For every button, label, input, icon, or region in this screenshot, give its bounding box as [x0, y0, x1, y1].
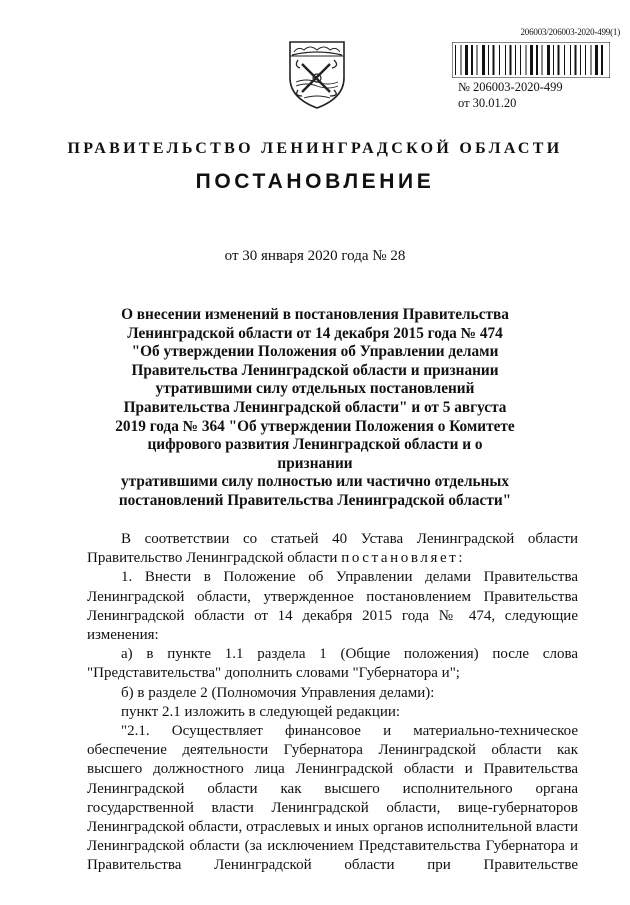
registration-number: № 206003-2020-499 — [458, 80, 563, 94]
paragraph-quote-2-1: "2.1. Осуществляет финансовое и материально-техническое обеспечение деятельности Губернатора Ленинградской области как высшего должностного лица Ленинградской области и Правительства Ленинградской области как высшего исполнительного органа государственной власти Ленинградской области, вице-губернаторов Ленинградской области, отраслевых и иных органов исполнительной власти Ленинградской области (за исключением Представительства Губернатора и Правительства Ленинградской области при Правительстве — [87, 723, 578, 874]
paragraph-item-a: а) в пункте 1.1 раздела 1 (Общие положения) после слова "Представительства" дополнить словами "Губернатора и"; — [87, 646, 578, 682]
title-line: Правительства Ленинградской области и признании — [131, 361, 499, 379]
preamble-resolves: постановляет: — [341, 550, 466, 567]
paragraph-item-b: б) в разделе 2 (Полномочия Управления делами): — [121, 684, 435, 701]
organization-name: ПРАВИТЕЛЬСТВО ЛЕНИНГРАДСКОЙ ОБЛАСТИ — [67, 140, 563, 157]
title-line: Правительства Ленинградской области" и от 5 августа — [123, 398, 507, 416]
title-line: 2019 года № 364 "Об утверждении Положения о Комитете — [115, 417, 515, 435]
document-body — [87, 530, 578, 876]
title-line: цифрового развития Ленинградской области и о признании — [147, 436, 483, 472]
title-line: постановлений Правительства Ленинградской области" — [118, 491, 512, 509]
barcode-icon — [452, 42, 610, 78]
preamble-government: Правительство Ленинградской области — [87, 550, 342, 567]
preamble-line-1: В соответствии со статьей 40 Устава Ленинградской области — [121, 531, 578, 547]
document-type: ПОСТАНОВЛЕНИЕ — [195, 170, 435, 193]
preamble-line-2 — [87, 549, 578, 568]
document-code: 206003/206003-2020-499(1) — [520, 27, 620, 37]
paragraph-item-b-sub: пункт 2.1 изложить в следующей редакции: — [121, 703, 401, 720]
title-line: Ленинградской области от 14 декабря 2015 года № 474 — [127, 324, 503, 342]
document-title — [115, 306, 515, 511]
leningrad-oblast-coat-of-arms-icon — [284, 38, 350, 110]
title-line: О внесении изменений в постановления Правительства — [121, 306, 509, 323]
title-line: утратившими силу полностью или частично отдельных — [120, 473, 510, 491]
registration-stamp — [452, 42, 612, 110]
registration-date: от 30.01.20 — [458, 96, 517, 110]
document-date: от 30 января 2020 года № 28 — [224, 248, 406, 264]
title-line: утратившими силу отдельных постановлений — [155, 380, 475, 398]
title-line: "Об утверждении Положения об Управлении делами — [131, 343, 499, 361]
paragraph-item-1: 1. Внести в Положение об Управлении делами Правительства Ленинградской области, утвержденное постановлением Правительства Ленинградской области от 14 декабря 2015 года № 474, следующие изменения: — [87, 569, 578, 644]
